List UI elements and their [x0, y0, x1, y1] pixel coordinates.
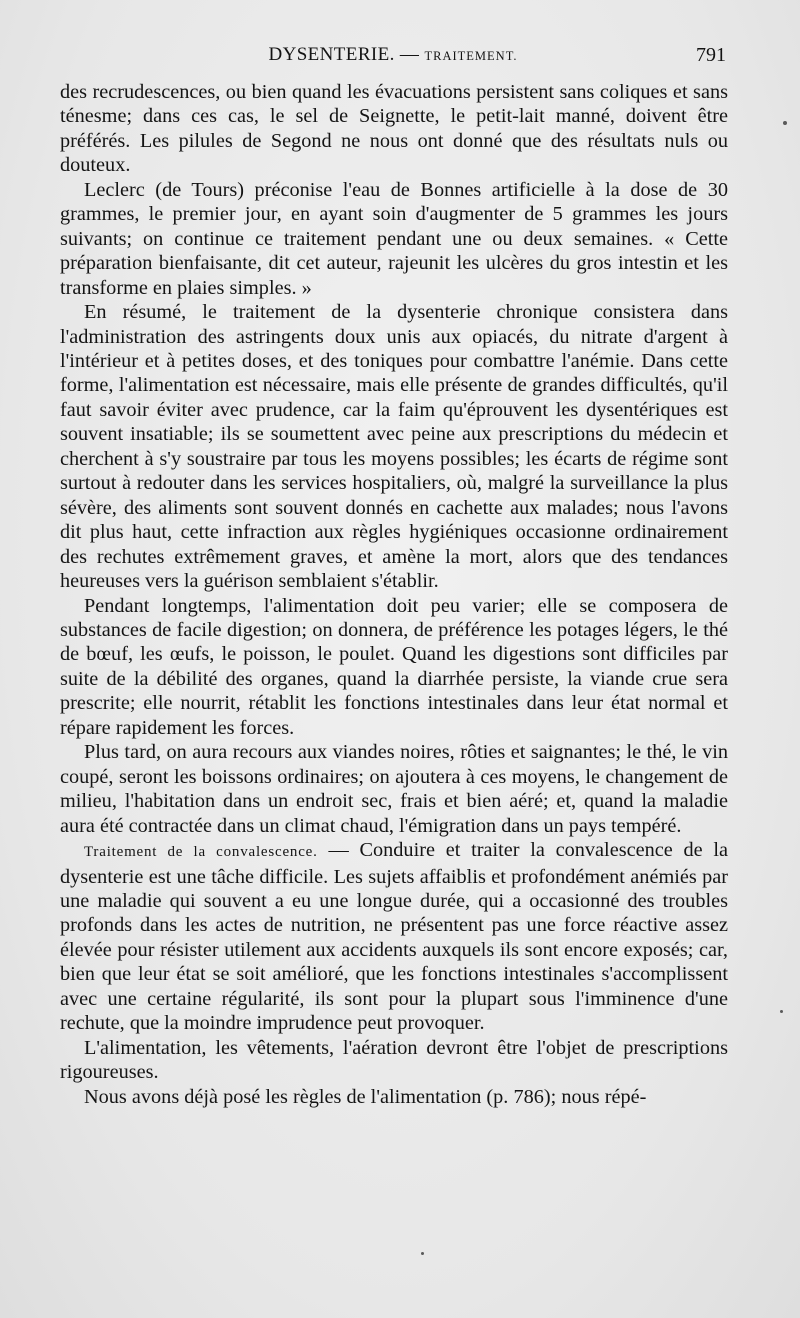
paper-speck — [780, 1010, 783, 1013]
paragraph-alimentation: Pendant longtemps, l'alimentation doit peu varier; elle se composera de substances de facile digestion; on donnera, de préférence les potages légers, le thé de bœuf, les œufs, le poisson, le poulet. Quand les digestions sont difficiles par suite de la débilité des organes, quand la diarrhée persiste, la viande crue sera prescrite; elle nourrit, rétablit les fonctions intestinales dans leur état normal et répare rapidement les forces. — [60, 594, 728, 739]
paragraph-leclerc: Leclerc (de Tours) préconise l'eau de Bonnes artificielle à la dose de 30 grammes, le premier jour, en ayant soin d'augmenter de 5 grammes les jours suivants; on continue ce traitement pendant une ou deux semaines. « Cette préparation bienfaisante, dit cet auteur, rajeunit les ulcères du gros intestin et les transforme en plaies simples. » — [60, 178, 728, 299]
page-number: 791 — [696, 44, 726, 66]
paragraph-plus-tard: Plus tard, on aura recours aux viandes noires, rôties et saignantes; le thé, le vin coupé, seront les boissons ordinaires; on ajoutera à ces moyens, le changement de milieu, l'habitation dans un endroit sec, frais et bien aéré; et, quand la maladie aura été contractée dans un climat chaud, l'émigration dans un pays tempéré. — [60, 741, 728, 837]
section-text: — Conduire et traiter la convalescence de la dysenterie est une tâche difficile. Les sujets affaiblis et profondément anémiés par une maladie qui souvent a eu une longue durée, qui a occasionné des troubles profonds dans les actes de nutrition, ne présentent pas une force réactive assez élevée pour résister utilement aux accidents auxquels ils sont encore exposés; car, bien que leur état se soit amélioré, que les fonctions intestinales s'accomplissent avec une certaine régularité, ils sont pour la plupart sous l'imminence d'une rechute, que la moindre imprudence peut provoquer. — [60, 839, 728, 1035]
paper-speck — [421, 1252, 424, 1255]
paragraph-continued: des recrudescences, ou bien quand les évacuations persistent sans coliques et sans ténesme; dans ces cas, le sel de Seignette, le petit-lait manné, doivent être préférés. Les pilules de Segond ne nous ont donné que des résultats nuls ou douteux. — [60, 81, 728, 177]
section-heading: Traitement de la convalescence. — [84, 844, 318, 861]
paragraph-convalescence — [60, 838, 728, 1036]
paragraph-prescriptions: L'alimentation, les vêtements, l'aération devront être l'objet de prescriptions rigoureuses. — [60, 1036, 728, 1084]
running-title — [60, 44, 726, 66]
running-title-main: DYSENTERIE. — — [268, 44, 420, 65]
running-title-sub: TRAITEMENT. — [424, 49, 518, 63]
paragraph-resume: En résumé, le traitement de la dysenterie chronique consistera dans l'administration des astringents doux unis aux opiacés, du nitrate d'argent à l'intérieur et à petites doses, et des toniques pour combattre l'anémie. Dans cette forme, l'alimentation est nécessaire, mais elle présente de grandes difficultés, qu'il faut savoir éviter avec prudence, car la faim qu'éprouvent les dysentériques est souvent insatiable; ils se soumettent avec peine aux prescriptions du médecin et cherchent à s'y soustraire par tous les moyens possibles; les écarts de régime sont surtout à redouter dans les services hospitaliers, où, malgré la surveillance la plus sévère, des aliments sont souvent donnés en cachette aux malades; nous l'avons dit plus haut, cette infraction aux règles hygiéniques occasionne ordinairement des rechutes extrêmement graves, et amène la mort, alors que des tendances heureuses vers la guérison semblaient s'établir. — [60, 301, 728, 593]
page-header — [60, 44, 726, 78]
paragraph-final: Nous avons déjà posé les règles de l'alimentation (p. 786); nous répé- — [84, 1085, 647, 1108]
paper-speck — [783, 121, 787, 125]
body-text — [60, 80, 728, 1109]
